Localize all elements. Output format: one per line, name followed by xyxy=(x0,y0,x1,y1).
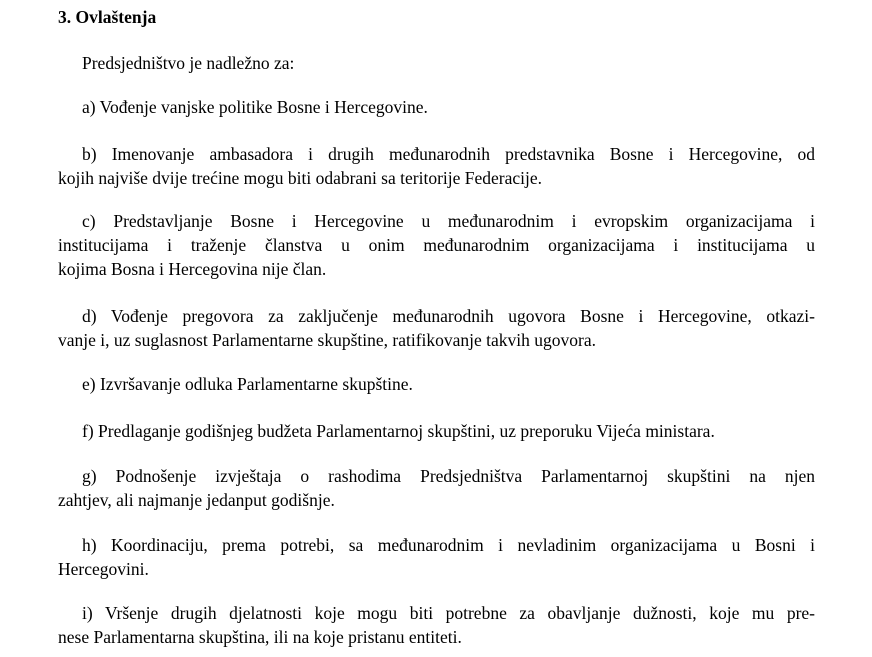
item-d-line-1: d) Vođenje pregovora za zaključenje međunarodnih ugovora Bosne i Hercegovine, otkazi- xyxy=(82,306,815,326)
item-h-line-1: h) Koordinaciju, prema potrebi, sa međunarodnim i nevladinim organizacijama u Bosni i xyxy=(82,535,815,555)
intro-text: Predsjedništvo je nadležno za: xyxy=(82,53,295,73)
item-b-line-2: kojih najviše dvije trećine mogu biti odabrani sa teritorije Federacije. xyxy=(58,168,543,188)
item-h-line-2: Hercegovini. xyxy=(58,559,149,579)
item-i-line-2: nese Parlamentarna skupština, ili na koje pristanu entiteti. xyxy=(58,627,462,647)
item-d-line-2: vanje i, uz suglasnost Parlamentarne skupštine, ratifikovanje takvih ugovora. xyxy=(58,330,596,350)
item-f xyxy=(58,419,815,443)
item-c-line-1: c) Predstavljanje Bosne i Hercegovine u međunarodnim i evropskim organizacijama i xyxy=(82,211,815,231)
item-g xyxy=(58,464,815,512)
item-i-line-1: i) Vršenje drugih djelatnosti koje mogu biti potrebne za obavljanje dužnosti, koje mu pre- xyxy=(82,603,815,623)
intro-paragraph xyxy=(58,51,815,75)
item-h xyxy=(58,533,815,581)
item-g-line-1: g) Podnošenje izvještaja o rashodima Predsjedništva Parlamentarnoj skupštini na njen xyxy=(82,466,815,486)
item-c xyxy=(58,209,815,281)
item-d xyxy=(58,304,815,352)
section-heading: 3. Ovlaštenja xyxy=(58,7,157,27)
item-i xyxy=(58,601,815,649)
item-b xyxy=(58,142,815,190)
item-f-line-1: f) Predlaganje godišnjeg budžeta Parlamentarnoj skupštini, uz preporuku Vijeća ministara. xyxy=(82,421,715,441)
item-a-line-1: a) Vođenje vanjske politike Bosne i Hercegovine. xyxy=(82,97,428,117)
item-c-line-3: kojima Bosna i Hercegovina nije član. xyxy=(58,259,327,279)
item-e-line-1: e) Izvršavanje odluka Parlamentarne skupštine. xyxy=(82,374,413,394)
item-e xyxy=(58,372,815,396)
item-g-line-2: zahtjev, ali najmanje jedanput godišnje. xyxy=(58,490,335,510)
item-c-line-2: institucijama i traženje članstva u onim međunarodnim organizacijama i institucijama u xyxy=(58,235,815,255)
item-a xyxy=(58,95,815,119)
item-b-line-1: b) Imenovanje ambasadora i drugih međunarodnih predstavnika Bosne i Hercegovine, od xyxy=(82,144,815,164)
